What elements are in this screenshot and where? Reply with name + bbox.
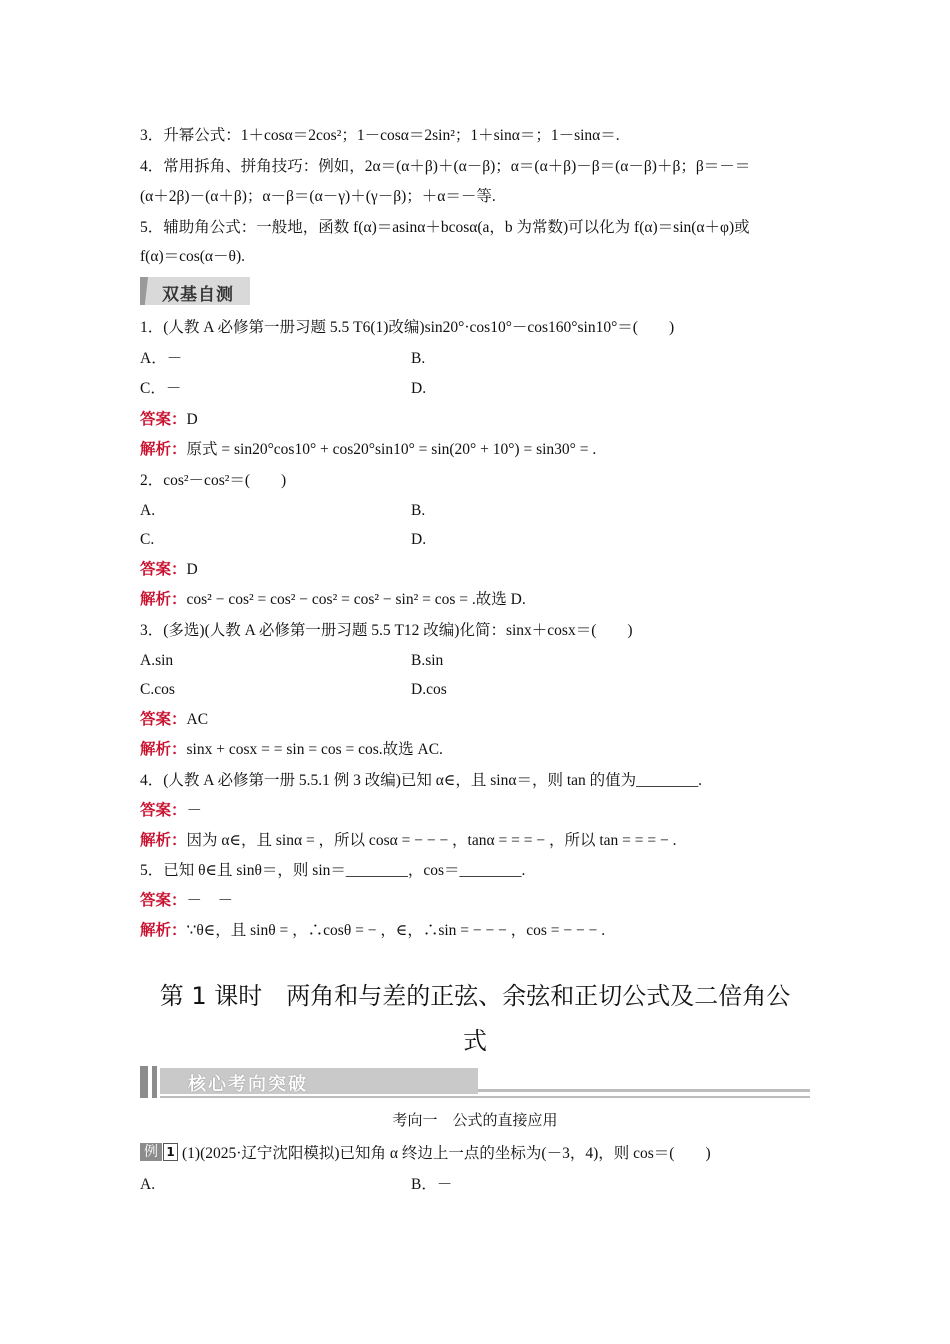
formula-item-3: 3．升幂公式：1＋cosα＝2cos²；1－cosα＝2sin²；1＋sinα＝；1－sinα＝. xyxy=(140,127,620,144)
question-1-option-d: D. xyxy=(411,380,427,397)
question-3-option-b: B.sin xyxy=(411,652,444,669)
question-1-option-b: B. xyxy=(411,350,426,367)
lesson-title-line1: 第 1 课时 两角和与差的正弦、余弦和正切公式及二倍角公 xyxy=(159,982,791,1010)
question-2-stem: 2．cos²－cos²＝( ) xyxy=(140,472,287,489)
question-3-answer xyxy=(140,710,208,730)
question-4-answer xyxy=(140,801,202,821)
answer-label: 答案： xyxy=(140,561,187,578)
question-1-analysis xyxy=(140,440,596,460)
formula-item-5-line2: f(α)＝cos(α－θ). xyxy=(140,248,246,265)
analysis-text: 因为 α∈，且 sinα = ，所以 cosα = − − − ，tanα = = = − ，所以 tan = = = − . xyxy=(186,832,677,849)
answer-value: D xyxy=(186,561,198,578)
answer-label: 答案： xyxy=(140,802,187,819)
question-3-analysis xyxy=(140,740,443,760)
answer-value: － xyxy=(186,802,203,819)
analysis-label: 解析： xyxy=(140,832,187,849)
answer-label: 答案： xyxy=(140,892,187,909)
analysis-label: 解析： xyxy=(140,922,187,939)
answer-label: 答案： xyxy=(140,711,187,728)
analysis-text: cos² − cos² = cos² − cos² = cos² − sin² = cos = .故选 D. xyxy=(186,591,526,608)
formula-item-5-line1: 5．辅助角公式：一般地，函数 f(α)＝asinα＋bcosα(a，b 为常数)可以化为 f(α)＝sin(α＋φ)或 xyxy=(140,219,750,236)
section-heading-banner xyxy=(140,277,250,305)
question-2-option-b: B. xyxy=(411,502,426,519)
answer-value: AC xyxy=(186,711,209,728)
analysis-text: ∵θ∈，且 sinθ = ，∴cosθ = − ，∈，∴sin = − − − ，cos = − − − . xyxy=(186,922,606,939)
lesson-title-line2: 式 xyxy=(463,1027,487,1055)
answer-value: D xyxy=(186,411,198,428)
answer-value: － － xyxy=(186,892,234,909)
example-1-option-b: B．－ xyxy=(411,1176,453,1193)
question-2-option-c: C. xyxy=(140,531,155,548)
example-1-stem xyxy=(140,1143,711,1164)
question-2-option-a: A. xyxy=(140,502,156,519)
core-heading-banner xyxy=(140,1066,810,1100)
question-5-analysis xyxy=(140,921,605,941)
example-stem-text: (1)(2025·辽宁沈阳模拟)已知角 α 终边上一点的坐标为(－3，4)，则 cos＝( ) xyxy=(182,1145,711,1162)
question-3-option-c: C.cos xyxy=(140,681,175,698)
analysis-text: sinx + cosx = = sin = cos = cos.故选 AC. xyxy=(186,741,443,758)
analysis-text: 原式 = sin20°cos10° + cos20°sin10° = sin(20° + 10°) = sin30° = . xyxy=(186,441,597,458)
subsection-title: 考向一 公式的直接应用 xyxy=(392,1111,558,1129)
analysis-label: 解析： xyxy=(140,741,187,758)
answer-label: 答案： xyxy=(140,411,187,428)
question-2-answer xyxy=(140,560,198,580)
question-3-option-d: D.cos xyxy=(411,681,447,698)
formula-item-4-line2: (α＋2β)－(α＋β)；α－β＝(α－γ)＋(γ－β)；＋α＝－等. xyxy=(140,188,496,205)
question-1-answer xyxy=(140,410,198,430)
question-3-stem: 3．(多选)(人教 A 必修第一册习题 5.5 T12 改编)化简：sinx＋cosx＝( ) xyxy=(140,622,633,639)
question-5-stem: 5．已知 θ∈且 sinθ＝，则 sin＝________，cos＝________. xyxy=(140,862,526,879)
question-2-analysis xyxy=(140,590,526,610)
question-1-option-c: C．－ xyxy=(140,380,182,397)
question-4-stem: 4．(人教 A 必修第一册 5.5.1 例 3 改编)已知 α∈，且 sinα＝，则 tan 的值为________. xyxy=(140,772,703,789)
analysis-label: 解析： xyxy=(140,441,187,458)
question-1-option-a: A．－ xyxy=(140,350,183,367)
question-1-stem: 1．(人教 A 必修第一册习题 5.5 T6(1)改编)sin20°·cos10°－cos160°sin10°＝( ) xyxy=(140,319,675,336)
example-1-option-a: A. xyxy=(140,1176,156,1193)
analysis-label: 解析： xyxy=(140,591,187,608)
example-badge-char: 例 xyxy=(140,1143,162,1161)
example-badge-number: 1 xyxy=(163,1143,178,1161)
section-heading: 双基自测 xyxy=(162,285,234,305)
formula-item-4-line1: 4．常用拆角、拼角技巧：例如，2α＝(α＋β)＋(α－β)；α＝(α＋β)－β＝(α－β)＋β；β＝－＝ xyxy=(140,158,751,175)
question-4-analysis xyxy=(140,831,677,851)
question-5-answer xyxy=(140,891,233,911)
core-heading: 核心考向突破 xyxy=(188,1074,308,1095)
question-2-option-d: D. xyxy=(411,531,427,548)
example-badge xyxy=(140,1143,178,1161)
question-3-option-a: A.sin xyxy=(140,652,174,669)
